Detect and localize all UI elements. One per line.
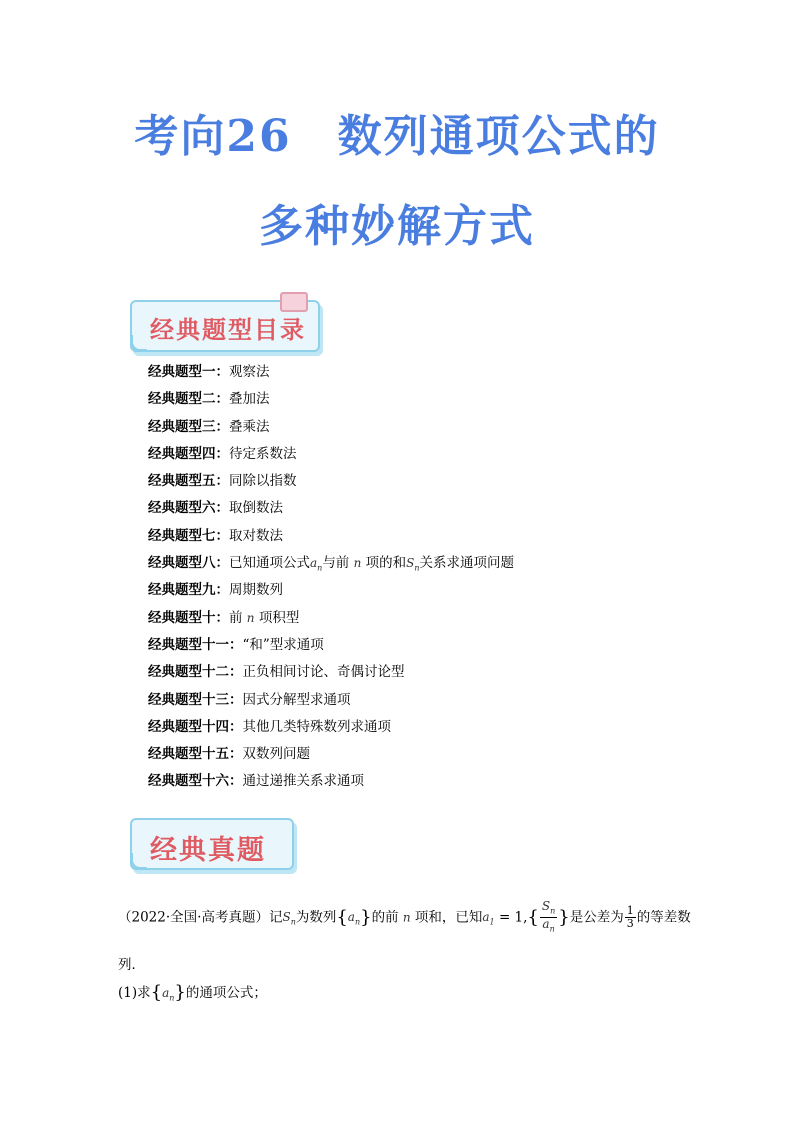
toc-item: 经典题型四：待定系数法 bbox=[148, 445, 297, 462]
toc-item: 经典题型十五：双数列问题 bbox=[148, 746, 310, 763]
toc-item: 经典题型十三：因式分解型求通项 bbox=[148, 691, 351, 708]
toc-banner-label: 经典题型目录 bbox=[150, 315, 306, 344]
problem-text: （2022·全国·高考真题）记$S_n$为数列$\{a_n\}$的前 n 项和，已知$a_1 = 1$,{ $\frac{S_n}{a_n}$ }是公差为 $\frac{1}{3}$ 的等差数 列． (1)求$\{a_n\}$的通项公式； bbox=[118, 899, 691, 1004]
math-var-a: $a_n$ bbox=[310, 556, 323, 573]
page-title-line1: 考向26 数列通项公式的 bbox=[134, 111, 660, 162]
toc-item: 经典题型十：前 n 项积型 bbox=[148, 609, 300, 626]
toc-item: 经典题型三：叠乘法 bbox=[148, 418, 270, 435]
paperclip-icon bbox=[280, 292, 308, 312]
real-exam-banner-label: 经典真题 bbox=[150, 835, 266, 866]
math-var-s: $S_n$ bbox=[406, 556, 420, 573]
toc-item: 经典题型二：叠加法 bbox=[148, 391, 270, 408]
toc-item: 经典题型十四：其他几类特殊数列求通项 bbox=[148, 718, 391, 735]
toc-item: 经典题型九：周期数列 bbox=[148, 582, 283, 599]
toc-item: 经典题型一：观察法 bbox=[148, 364, 270, 380]
toc-item: 经典题型五：同除以指数 bbox=[148, 473, 297, 490]
real-exam-banner bbox=[130, 810, 330, 872]
toc-item: 经典题型十一：“和”型求通项 bbox=[148, 636, 324, 653]
toc-banner bbox=[130, 292, 330, 354]
toc-list bbox=[148, 362, 514, 799]
toc-item: 经典题型六：取倒数法 bbox=[148, 500, 283, 517]
page-title-line2: 多种妙解方式 bbox=[259, 201, 535, 252]
toc-item: 经典题型七：取对数法 bbox=[148, 527, 283, 544]
toc-item: 经典题型十二：正负相间讨论、奇偶讨论型 bbox=[148, 664, 405, 681]
fraction-sn-an: $\frac{S_n}{a_n}$ bbox=[541, 899, 556, 934]
toc-item: 经典题型八：已知通项公式$a_n$与前 n 项的和$S_n$关系求通项问题 bbox=[148, 555, 515, 573]
fraction-one-third: $\frac{1}{3}$ bbox=[626, 904, 634, 931]
toc-item: 经典题型十六：通过递推关系求通项 bbox=[148, 773, 364, 790]
